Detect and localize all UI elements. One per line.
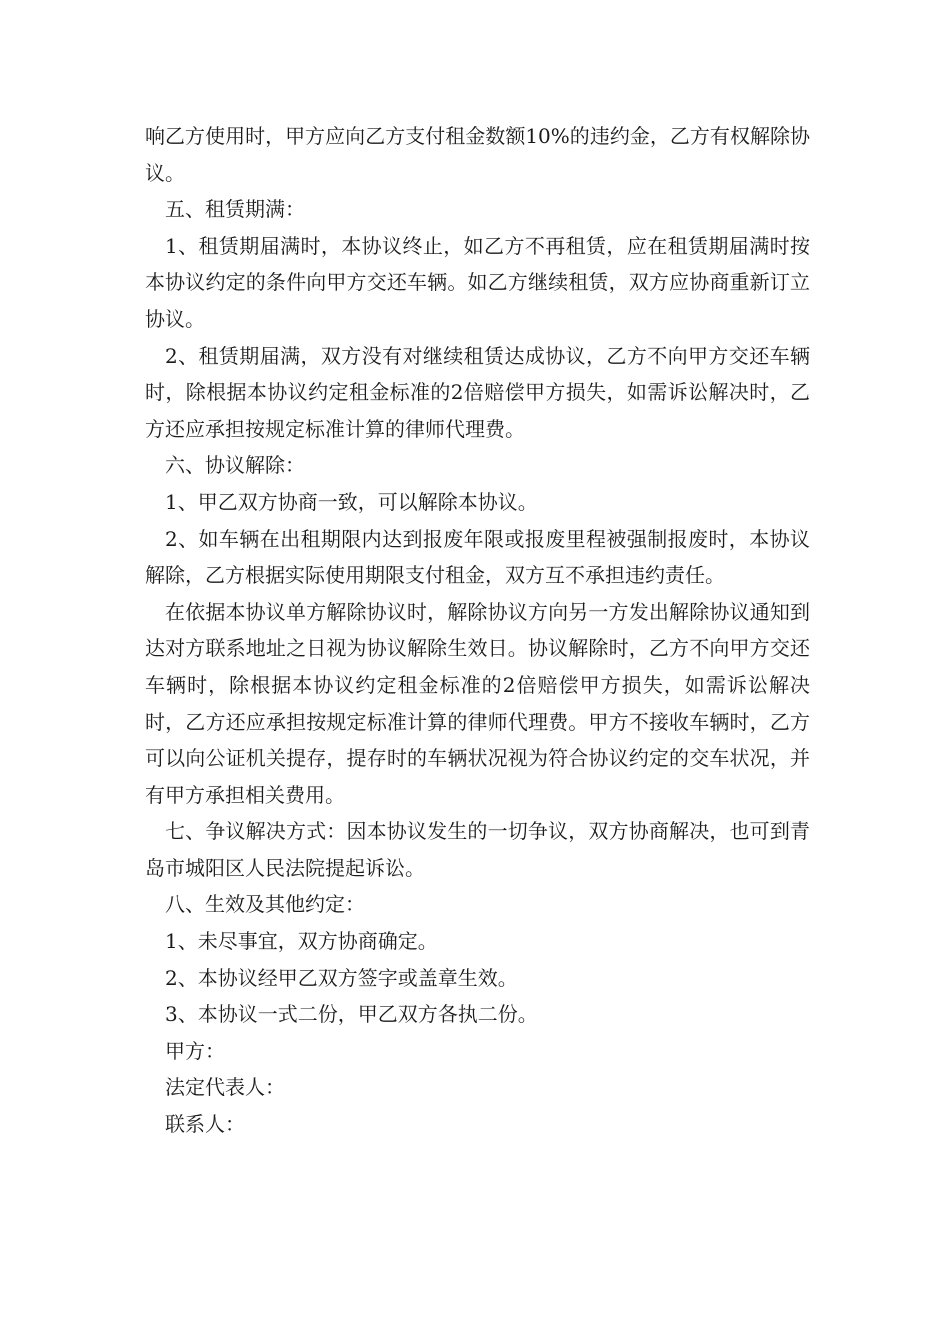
paragraph-effectiveness-clause-1: 1、未尽事宜，双方协商确定。 [165, 929, 438, 954]
signature-legal-representative: 法定代表人： [165, 1075, 285, 1100]
paragraph-termination-clause-1: 1、甲乙双方协商一致，可以解除本协议。 [165, 489, 538, 514]
heading-effectiveness: 八、生效及其他约定： [165, 892, 365, 917]
paragraph-penalty-continued: 响乙方使用时，甲方应向乙方支付租金数额10%的违约金，乙方有权解除协议。 [145, 124, 810, 185]
paragraph-expiry-clause-2: 2、租赁期届满，双方没有对继续租赁达成协议，乙方不向甲方交还车辆时，除根据本协议约定租金标准的2倍赔偿甲方损失，如需诉讼解决时，乙方还应承担按规定标准计算的律师代理费。 [145, 343, 810, 441]
paragraph-termination-clause-2: 2、如车辆在出租期限内达到报废年限或报废里程被强制报废时，本协议解除，乙方根据实际使用期限支付租金，双方互不承担违约责任。 [145, 526, 810, 588]
paragraph-dispute-resolution: 七、争议解决方式：因本协议发生的一切争议，双方协商解决，也可到青岛市城阳区人民法院提起诉讼。 [145, 819, 810, 880]
signature-contact-person: 联系人： [165, 1112, 245, 1137]
paragraph-unilateral-termination: 在依据本协议单方解除协议时，解除协议方向另一方发出解除协议通知到达对方联系地址之日视为协议解除生效日。协议解除时，乙方不向甲方交还车辆时，除根据本协议约定租金标准的2倍赔偿甲方损失，如需诉讼解决时，乙方还应承担按规定标准计算的律师代理费。甲方不接收车辆时，乙方可以向公证机关提存，提存时的车辆状况视为符合协议约定的交车状况，并有甲方承担相关费用。 [145, 599, 810, 807]
document-body [145, 118, 810, 1143]
paragraph-effectiveness-clause-2: 2、本协议经甲乙双方签字或盖章生效。 [165, 965, 518, 990]
paragraph-expiry-clause-1: 1、租赁期届满时，本协议终止，如乙方不再租赁，应在租赁期届满时按本协议约定的条件向甲方交还车辆。如乙方继续租赁，双方应协商重新订立协议。 [145, 233, 810, 331]
heading-lease-expiry: 五、租赁期满： [165, 197, 305, 222]
paragraph-effectiveness-clause-3: 3、本协议一式二份，甲乙双方各执二份。 [165, 1002, 538, 1027]
signature-party-a: 甲方： [165, 1038, 225, 1063]
heading-termination: 六、协议解除： [165, 453, 305, 478]
